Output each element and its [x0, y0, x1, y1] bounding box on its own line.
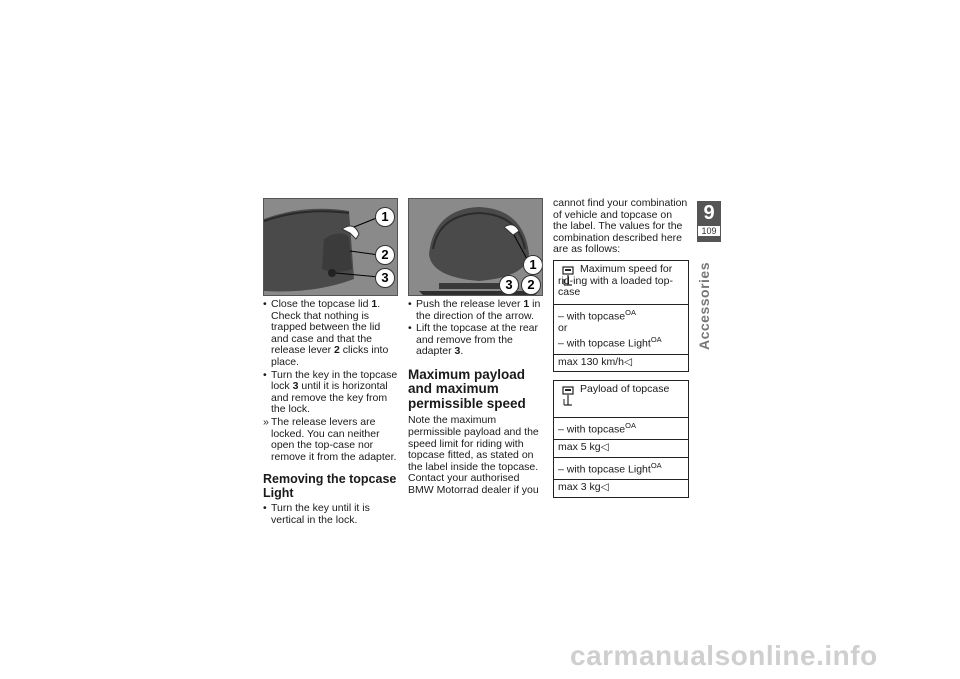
removal-steps: [408, 299, 545, 358]
bullet-marker: •: [263, 298, 267, 310]
step-item: • Turn the key in the topcase lock 3 until it is horizontal and remove the key from the lock.: [263, 368, 398, 416]
bullet-marker: •: [408, 298, 412, 310]
callout-2: 2: [521, 275, 541, 295]
bullet-marker: •: [263, 368, 267, 381]
topcase-remove-photo: [408, 198, 543, 296]
middle-column: [408, 198, 545, 497]
dash: –: [558, 310, 564, 323]
bullet-marker: •: [263, 502, 267, 515]
spec-title: Payload of topcase: [580, 383, 670, 396]
section-heading-removing: Removing the topcase Light: [263, 472, 397, 500]
right-column: [553, 198, 689, 498]
chapter-title: Accessories: [696, 261, 712, 350]
topcase-close-photo: [263, 198, 398, 296]
step-item: • Close the topcase lid 1. Check that nothing is trapped between the lid and case and that the release lever 2 clicks into place.: [263, 298, 389, 368]
topcase-weight-icon: [561, 386, 575, 408]
callout-3: 3: [375, 268, 395, 288]
step-item: • Turn the key until it is vertical in the lock.: [263, 502, 370, 526]
topcase-weight-icon: [561, 266, 575, 288]
result-item: » The release levers are locked. You can neither open the top-case nor remove it from the adapter.: [263, 415, 397, 463]
dash: –: [558, 337, 564, 350]
bullet-marker: •: [408, 322, 412, 335]
oa-marker: OA: [625, 307, 636, 317]
spec-value-row: max 130 km/h◁: [553, 354, 689, 373]
oa-marker: OA: [650, 460, 662, 470]
step-item: • Lift the topcase at the rear and remove from the adapter 3.: [408, 322, 538, 358]
speed-spec-table: [553, 260, 689, 372]
payload-paragraph: Note the maximum permissible payload and the speed limit for riding with topcase fitted, as stated on the label inside the topcase.: [408, 414, 539, 473]
section-heading-payload: Maximum payload and maximum permissible speed: [408, 366, 526, 411]
spec-header: [553, 381, 689, 417]
or-label: or: [558, 321, 568, 334]
result-marker: »: [263, 415, 269, 428]
spec-options-row: – with topcase$^{OA}$ or – with topcase Light$^{OA}$: [553, 304, 689, 354]
dash: –: [558, 463, 564, 476]
callout-1: 1: [375, 207, 395, 227]
removing-steps: [263, 503, 398, 526]
spec-option-row: – with topcase$^{OA}$: [553, 417, 689, 439]
chapter-tab: [697, 201, 721, 242]
oa-marker: OA: [650, 335, 662, 345]
intro-paragraph: cannot find your combination of vehicle and topcase on the label. The values for the combination described here are as follows:: [553, 197, 688, 256]
page-number: 109: [697, 225, 721, 237]
spec-value-row: max 3 kg◁: [553, 479, 689, 498]
watermark: carmanualsonline.info: [570, 640, 878, 671]
closing-steps: [263, 299, 398, 463]
spec-header: [553, 261, 689, 304]
callout-3: 3: [499, 275, 519, 295]
dash: –: [558, 423, 564, 436]
payload-spec-table: [553, 380, 689, 497]
callout-2: 2: [375, 245, 395, 265]
spec-title: Maximum speed for rid-ing with a loaded top-: [558, 262, 673, 287]
callout-1: 1: [523, 255, 543, 275]
spec-title-tail: case: [558, 286, 581, 299]
dealer-paragraph: Contact your authorised BMW Motorrad dealer if you: [408, 472, 539, 497]
spec-option-row: – with topcase Light$^{OA}$: [553, 457, 689, 479]
step-item: • Push the release lever 1 in the direction of the arrow.: [408, 298, 541, 322]
oa-marker: OA: [625, 421, 636, 431]
spec-value-row: max 5 kg◁: [553, 439, 689, 457]
left-column: [263, 198, 398, 528]
chapter-number: 9: [703, 202, 715, 224]
